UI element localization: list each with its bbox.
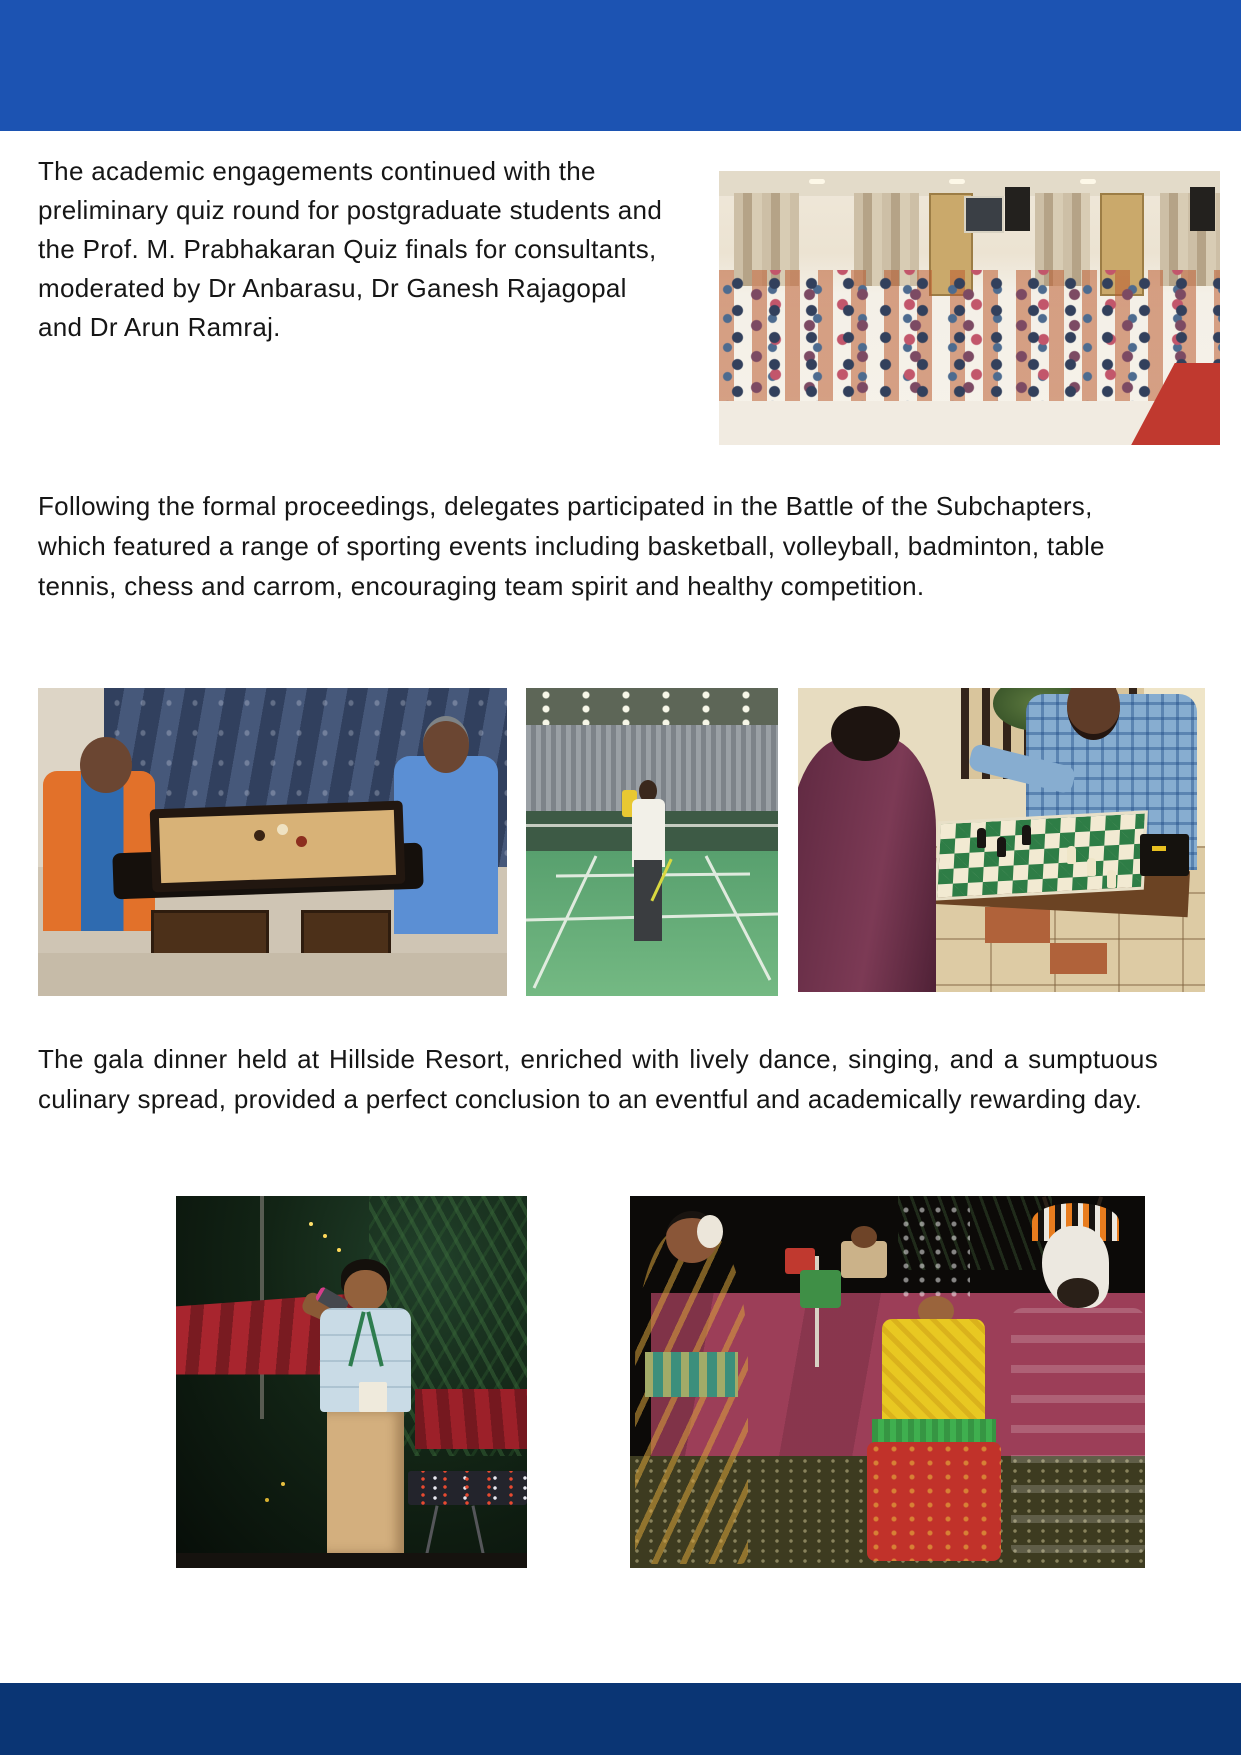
photo-chess-match	[798, 688, 1205, 992]
player-trousers	[634, 860, 662, 940]
player-head	[831, 706, 900, 761]
floor	[38, 953, 507, 996]
chess-piece-black	[977, 828, 986, 848]
player-shirt	[632, 799, 665, 867]
singer-head	[344, 1270, 386, 1311]
sari-waist-sash	[645, 1352, 738, 1397]
dancer-yellow-costume	[882, 1319, 985, 1431]
photo-carrom-match	[38, 688, 507, 996]
ceiling-light	[949, 179, 965, 184]
dancer-pink-sari	[635, 1229, 748, 1564]
player-head	[423, 716, 470, 773]
audience-crowd	[719, 270, 1220, 407]
red-canopy	[415, 1389, 527, 1449]
photo-gala-singer	[176, 1196, 527, 1568]
red-sequin-skirt	[867, 1442, 1001, 1561]
dancer-headdress	[898, 1203, 970, 1300]
wall-speaker	[1005, 187, 1030, 231]
chess-piece-white	[1107, 870, 1116, 888]
top-banner	[0, 0, 1241, 131]
keyboard-mixer	[408, 1471, 527, 1504]
string-lights	[309, 1222, 313, 1226]
photo-folk-dancers	[630, 1196, 1145, 1568]
horse-muzzle	[1057, 1278, 1098, 1308]
paragraph-gala-dinner: The gala dinner held at Hillside Resort, enriched with lively dance, singing, and a sumptuous culinary spread, provided a perfect conclusion to an eventful and academically rewarding day.	[38, 1044, 1158, 1114]
singer-trousers	[327, 1412, 404, 1553]
chess-piece-white	[1067, 846, 1076, 864]
chess-piece-black	[1022, 825, 1031, 845]
chess-piece-white	[1087, 858, 1096, 876]
chess-player-left	[798, 737, 936, 992]
player-head	[80, 737, 132, 792]
photo-badminton-court	[526, 688, 778, 996]
green-chair	[800, 1270, 841, 1307]
chess-clock-box	[1140, 834, 1189, 877]
paragraph-quiz-round: The academic engagements continued with the preliminary quiz round for postgraduate students and the Prof. M. Prabhakaran Quiz finals for consultants, moderated by Dr Anbarasu, Dr Ganesh Rajagopal and Dr Arun Ramraj.	[38, 156, 663, 342]
accent-tile	[1050, 943, 1107, 973]
horse-costume-body	[1011, 1308, 1145, 1554]
carrom-striker	[277, 824, 288, 835]
chess-clock-label	[1152, 846, 1166, 851]
photo-quiz-audience	[719, 171, 1220, 445]
bottom-banner	[0, 1683, 1241, 1755]
ceiling-light	[1080, 179, 1096, 184]
carrom-coin	[296, 836, 307, 847]
chess-piece-black	[997, 837, 1006, 857]
carrom-player-left	[43, 771, 156, 931]
id-badge	[359, 1382, 387, 1412]
carrom-board	[149, 801, 404, 892]
wall-screen	[964, 196, 1003, 233]
ceiling-light	[809, 179, 825, 184]
wall-speaker	[1190, 187, 1215, 231]
stage-floor	[176, 1553, 527, 1568]
hair-flowers	[697, 1215, 723, 1248]
accent-tile	[985, 907, 1050, 943]
carrom-coin	[254, 830, 265, 841]
paragraph-battle-of-subchapters: Following the formal proceedings, delegates participated in the Battle of the Subchapters, which featured a range of sporting events including basketball, volleyball, badminton, table tennis, chess and carrom, encouraging team spirit and healthy competition.	[38, 491, 1105, 601]
bystander-head	[851, 1226, 877, 1248]
